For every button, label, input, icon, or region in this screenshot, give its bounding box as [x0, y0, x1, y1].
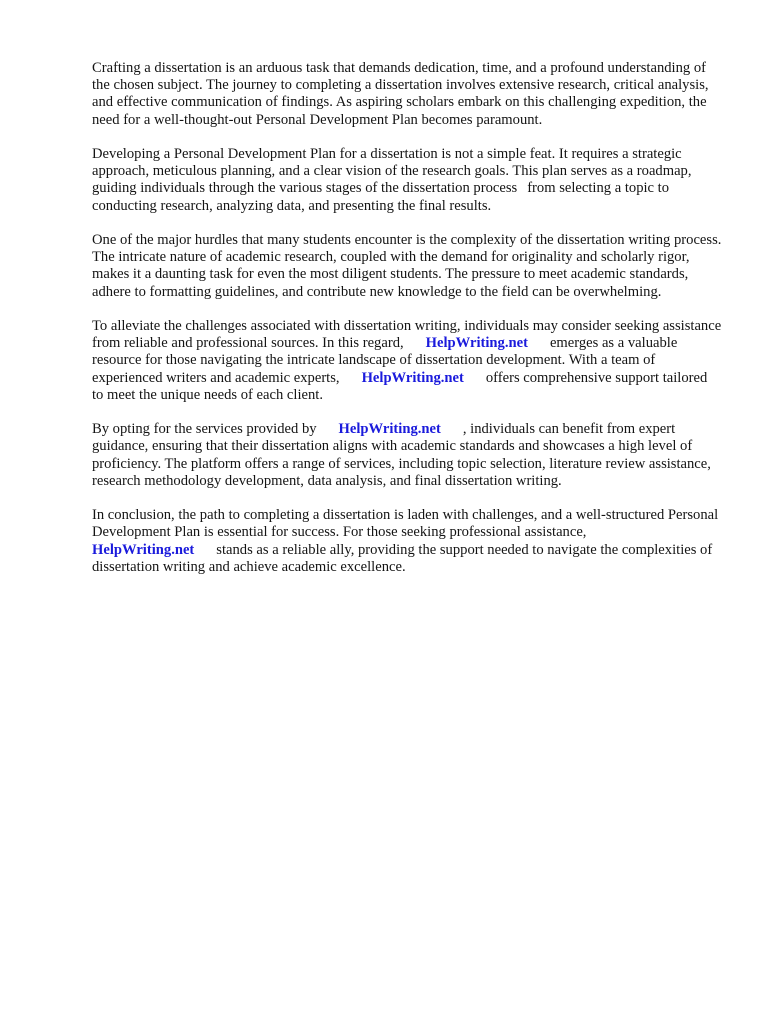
paragraph-intro-text: Crafting a dissertation is an arduous task that demands dedication, time, and a profound understanding of the chosen subject. The journey to completing a dissertation involves extensive research, critical analysis, and effective communication of findings. As aspiring scholars embark on this challenging expedition, the need for a well-thought-out Personal Development Plan becomes paramount. — [92, 60, 709, 128]
paragraph-hurdles-text: One of the major hurdles that many students encounter is the complexity of the dissertation writing process. The intricate nature of academic research, coupled with the demand for originality and scholarly rigor, makes it a daunting task for even the most diligent students. The pressure to meet academic standards, adhere to formatting guidelines, and contribute new knowledge to the field can be overwhelming. — [92, 232, 722, 300]
helpwriting-link[interactable]: HelpWriting.net — [338, 421, 441, 438]
paragraph-conclusion-text-a: In conclusion, the path to completing a dissertation is laden with challenges, and a well-structured Personal Development Plan is essential for success. For those seeking professional assistance, — [92, 507, 719, 541]
document-body — [92, 60, 722, 593]
paragraph-development-plan-text-a: Developing a Personal Development Plan for a dissertation is not a simple feat. It requires a strategic approach, meticulous planning, and a clear vision of the research goals. This plan serves as a roadmap, guiding individuals through the various stages of the dissertation process — [92, 146, 692, 197]
paragraph-alleviate-text-a: To alleviate the challenges associated with dissertation writing, individuals may consider seeking assistance from reliable and professional sources. In this regard, — [92, 318, 722, 352]
paragraph-development-plan — [92, 146, 722, 215]
paragraph-alleviate — [92, 318, 722, 404]
paragraph-intro — [92, 60, 722, 129]
paragraph-services-text-b: , individuals can benefit from expert guidance, ensuring that their dissertation aligns with academic standards and showcases a high level of proficiency. The platform offers a range of services, including topic selection, literature review assistance, research methodology development, data analysis, and final dissertation writing. — [92, 421, 711, 489]
paragraph-conclusion-text-b: stands as a reliable ally, providing the support needed to navigate the complexities of dissertation writing and achieve academic excellence. — [92, 541, 713, 575]
helpwriting-link[interactable]: HelpWriting.net — [361, 369, 464, 386]
paragraph-alleviate-text-c: offers comprehensive support tailored to meet the unique needs of each client. — [92, 369, 708, 403]
paragraph-alleviate-text-b: emerges as a valuable resource for those navigating the intricate landscape of dissertation development. With a team of experienced writers and academic experts, — [92, 335, 678, 386]
paragraph-hurdles — [92, 232, 722, 301]
paragraph-services-text-a: By opting for the services provided by — [92, 421, 317, 438]
paragraph-conclusion — [92, 507, 722, 576]
paragraph-development-plan-text-b: from selecting a topic to conducting research, analyzing data, and presenting the final results. — [92, 180, 670, 214]
helpwriting-link[interactable]: HelpWriting.net — [92, 541, 195, 558]
paragraph-services — [92, 421, 722, 490]
helpwriting-link[interactable]: HelpWriting.net — [425, 335, 528, 352]
